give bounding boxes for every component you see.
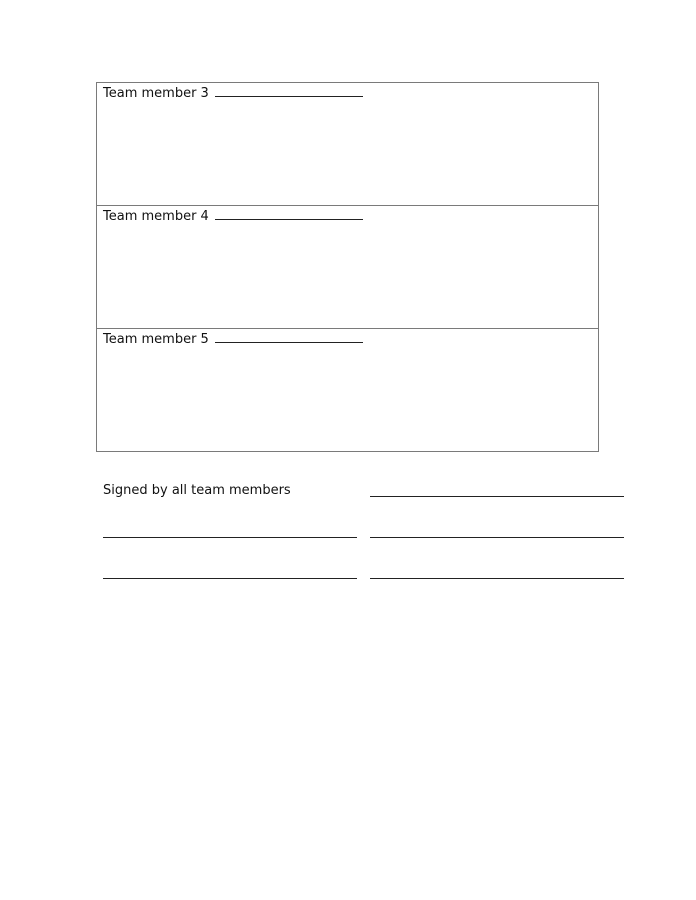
team-member-5-name-line[interactable] [215, 330, 363, 343]
team-member-4-name-line[interactable] [215, 207, 363, 220]
signature-line-4[interactable] [103, 578, 357, 579]
team-member-3-cell[interactable] [97, 83, 598, 206]
team-member-5-label: Team member 5 [103, 332, 209, 347]
signature-line-5[interactable] [370, 578, 624, 579]
signature-line-1[interactable] [370, 496, 624, 497]
team-member-5-cell[interactable] [97, 329, 598, 451]
team-member-4-label: Team member 4 [103, 209, 209, 224]
signed-by-label: Signed by all team members [103, 483, 291, 498]
team-member-3-name-line[interactable] [215, 84, 363, 97]
team-member-4-cell[interactable] [97, 206, 598, 329]
team-member-3-label: Team member 3 [103, 86, 209, 101]
signature-line-2[interactable] [103, 537, 357, 538]
signature-line-3[interactable] [370, 537, 624, 538]
team-member-table [96, 82, 599, 452]
